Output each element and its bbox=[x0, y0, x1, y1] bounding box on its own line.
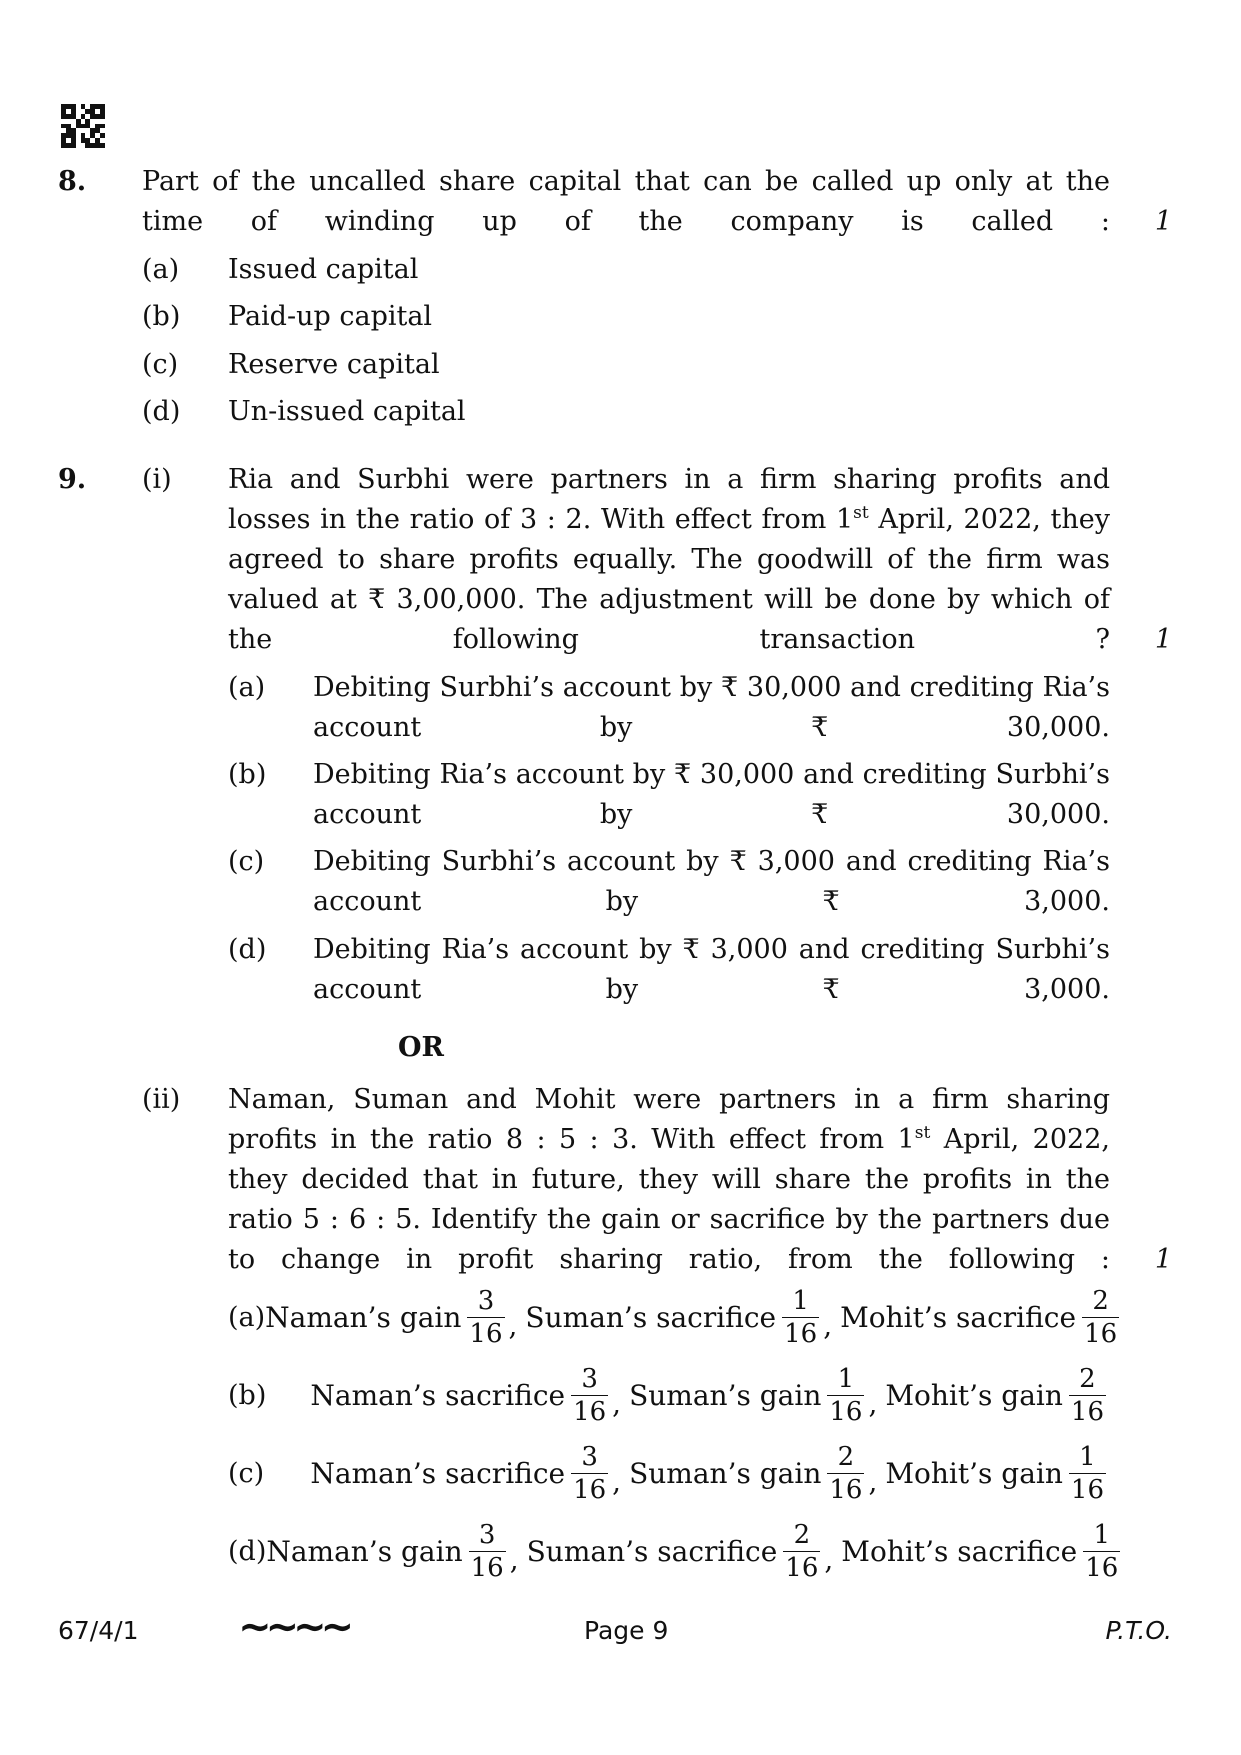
separator: , bbox=[509, 1542, 519, 1576]
marks: 1 bbox=[1154, 206, 1172, 237]
fraction bbox=[1083, 1519, 1120, 1583]
fraction-numerator: 2 bbox=[837, 1441, 855, 1472]
fraction bbox=[467, 1285, 504, 1349]
separator: , bbox=[868, 1386, 878, 1420]
subpart-label: (i) bbox=[142, 464, 172, 495]
fraction-denominator: 16 bbox=[573, 1396, 607, 1427]
fraction-numerator: 2 bbox=[1092, 1285, 1109, 1316]
partner-change-text: Naman’s sacrifice bbox=[310, 1456, 566, 1490]
separator: , bbox=[823, 1308, 833, 1342]
fraction bbox=[1069, 1363, 1106, 1427]
fraction-options bbox=[228, 1278, 1119, 1590]
fraction-numerator: 3 bbox=[581, 1441, 598, 1472]
qr-code-icon bbox=[61, 104, 105, 148]
or-separator: OR bbox=[398, 1032, 444, 1063]
question-number: 9. bbox=[58, 464, 87, 495]
fraction-denominator: 16 bbox=[469, 1318, 503, 1349]
option-label: (d) bbox=[228, 1535, 267, 1567]
fraction-numerator: 3 bbox=[477, 1285, 495, 1316]
fraction bbox=[571, 1441, 608, 1505]
partner-change-text: Suman’s gain bbox=[629, 1378, 822, 1412]
fraction-denominator: 16 bbox=[829, 1396, 863, 1427]
partner-change-text: Mohit’s sacrifice bbox=[841, 1534, 1078, 1568]
subpart-label: (ii) bbox=[142, 1084, 181, 1115]
fraction bbox=[1069, 1441, 1106, 1505]
option-label: (b) bbox=[228, 1379, 267, 1411]
option-text: Paid-up capital bbox=[228, 301, 433, 332]
question-number: 8. bbox=[58, 166, 87, 197]
separator: , bbox=[868, 1464, 878, 1498]
fraction bbox=[827, 1363, 864, 1427]
partner-change-text: Naman’s gain bbox=[265, 1300, 462, 1334]
option-text: Debiting Ria’s account by ₹ 3,000 and crediting Surbhi’s account by ₹ 3,000. bbox=[313, 934, 1110, 1005]
fraction-numerator: 1 bbox=[837, 1363, 855, 1394]
marks: 1 bbox=[1154, 1244, 1172, 1275]
fraction bbox=[571, 1363, 608, 1427]
fraction-numerator: 1 bbox=[1093, 1519, 1111, 1550]
partner-change-text: Mohit’s gain bbox=[885, 1378, 1063, 1412]
footer-ornament: ∼∼∼∼ bbox=[238, 1604, 349, 1650]
fraction bbox=[469, 1519, 506, 1583]
fraction-numerator: 1 bbox=[1079, 1441, 1096, 1472]
fraction-denominator: 16 bbox=[1084, 1318, 1118, 1349]
page-number: Page 9 bbox=[584, 1616, 669, 1645]
option-label: (a) bbox=[228, 672, 266, 703]
partner-change-text: Mohit’s sacrifice bbox=[840, 1300, 1077, 1334]
option-row bbox=[228, 1278, 1118, 1356]
fraction bbox=[827, 1441, 864, 1505]
separator: , bbox=[824, 1542, 834, 1576]
fraction-numerator: 2 bbox=[1079, 1363, 1096, 1394]
fraction-denominator: 16 bbox=[829, 1474, 863, 1505]
marks: 1 bbox=[1154, 624, 1172, 655]
fraction-numerator: 2 bbox=[793, 1519, 811, 1550]
partner-change-text: Suman’s gain bbox=[629, 1456, 822, 1490]
option-label: (d) bbox=[142, 396, 181, 427]
question-text: Part of the uncalled share capital that can be called up only at the time of winding up of the company is called : bbox=[142, 166, 1110, 237]
partner-change-text: Suman’s sacrifice bbox=[526, 1534, 778, 1568]
fraction bbox=[1082, 1285, 1119, 1349]
option-text: Issued capital bbox=[228, 254, 419, 285]
option-row bbox=[228, 1434, 1110, 1512]
option-text: Debiting Surbhi’s account by ₹ 30,000 and crediting Ria’s account by ₹ 30,000. bbox=[313, 672, 1110, 743]
fraction-numerator: 3 bbox=[478, 1519, 496, 1550]
fraction-denominator: 16 bbox=[470, 1552, 504, 1583]
pto-label: P.T.O. bbox=[1105, 1616, 1172, 1645]
partner-change-text: Naman’s gain bbox=[266, 1534, 463, 1568]
option-label: (a) bbox=[228, 1301, 266, 1333]
fraction bbox=[783, 1519, 820, 1583]
option-label: (d) bbox=[228, 934, 267, 965]
separator: , bbox=[508, 1308, 518, 1342]
fraction-denominator: 16 bbox=[785, 1552, 819, 1583]
fraction-denominator: 16 bbox=[573, 1474, 607, 1505]
separator: , bbox=[612, 1386, 622, 1420]
option-text: Reserve capital bbox=[228, 349, 440, 380]
option-label: (a) bbox=[142, 254, 180, 285]
option-text: Debiting Surbhi’s account by ₹ 3,000 and crediting Ria’s account by ₹ 3,000. bbox=[313, 846, 1110, 917]
option-label: (c) bbox=[228, 1457, 265, 1489]
option-label: (b) bbox=[228, 759, 267, 790]
separator: , bbox=[612, 1464, 622, 1498]
option-text: Debiting Ria’s account by ₹ 30,000 and crediting Surbhi’s account by ₹ 30,000. bbox=[313, 759, 1110, 830]
question-text: Ria and Surbhi were partners in a firm sharing profits and losses in the ratio of 3 : 2. With effect from 1st April, 2022, they agreed to share profits equally. The goodwill of the firm was valued at ₹ 3,00,000. The adjustment will be done by which of the following transaction ? bbox=[228, 464, 1110, 655]
fraction-denominator: 16 bbox=[1070, 1474, 1104, 1505]
option-label: (c) bbox=[228, 846, 265, 877]
fraction-denominator: 16 bbox=[784, 1318, 818, 1349]
option-label: (b) bbox=[142, 301, 181, 332]
partner-change-text: Suman’s sacrifice bbox=[525, 1300, 777, 1334]
partner-change-text: Naman’s sacrifice bbox=[310, 1378, 566, 1412]
fraction-denominator: 16 bbox=[1085, 1552, 1119, 1583]
paper-code: 67/4/1 bbox=[58, 1616, 139, 1645]
option-row bbox=[228, 1512, 1119, 1590]
partner-change-text: Mohit’s gain bbox=[885, 1456, 1063, 1490]
fraction bbox=[782, 1285, 819, 1349]
option-row bbox=[228, 1356, 1110, 1434]
option-label: (c) bbox=[142, 349, 179, 380]
fraction-numerator: 1 bbox=[792, 1285, 809, 1316]
question-text: Naman, Suman and Mohit were partners in a firm sharing profits in the ratio 8 : 5 : 3. With effect from 1st April, 2022, they decided that in future, they will share the profits in the ratio 5 : 6 : 5. Identify the gain or sacrifice by the partners due to change in profit sharing ratio, from the following : bbox=[228, 1084, 1110, 1275]
option-text: Un-issued capital bbox=[228, 396, 466, 427]
fraction-numerator: 3 bbox=[581, 1363, 598, 1394]
fraction-denominator: 16 bbox=[1070, 1396, 1104, 1427]
